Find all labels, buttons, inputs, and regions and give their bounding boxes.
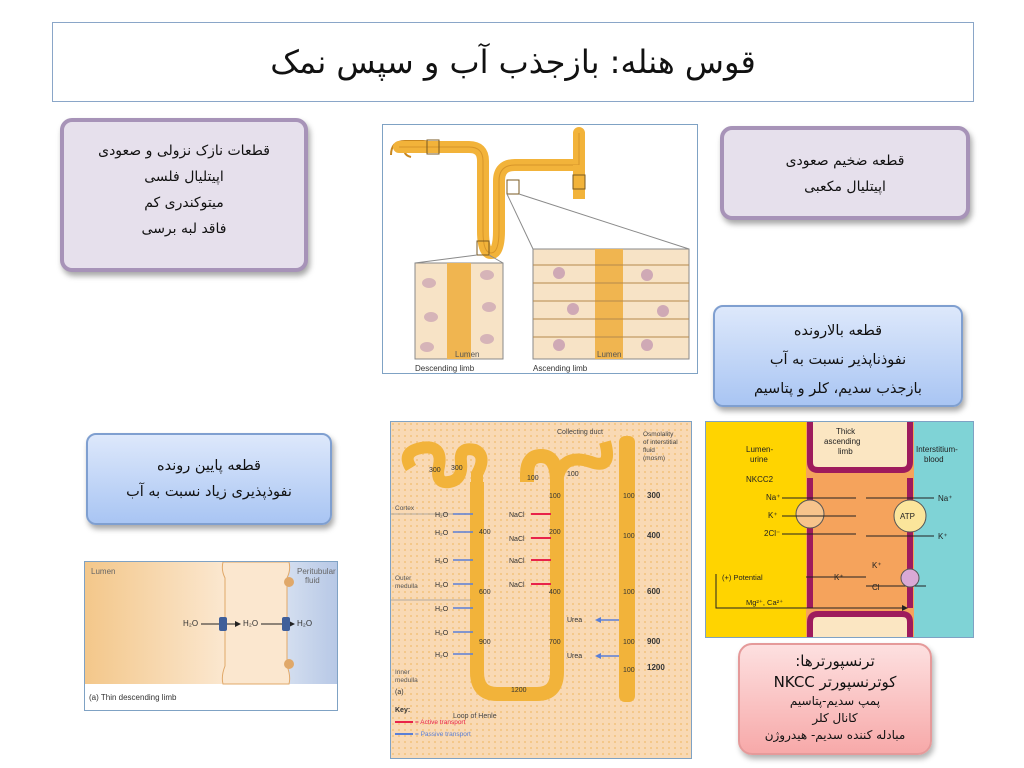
nacl-label: NaCl — [509, 582, 525, 589]
zone-inner-medulla: medulla — [395, 677, 418, 684]
thick-line-1: قطعه ضخیم صعودی — [785, 153, 905, 169]
num-asc-100: 100 — [549, 493, 561, 500]
tal-blood-2: blood — [924, 455, 944, 464]
na-out: Na⁺ — [938, 494, 953, 503]
title-box — [52, 22, 974, 102]
k-back: K⁺ — [834, 573, 844, 582]
tal-head-3: limb — [838, 447, 853, 456]
nacl-label: NaCl — [509, 558, 525, 565]
atp-label: ATP — [900, 512, 915, 521]
num-asc-400: 400 — [549, 589, 561, 596]
num-300b: 300 — [451, 465, 463, 472]
peritubular-1: Peritubular — [297, 567, 336, 576]
urea-2: Urea — [567, 653, 583, 660]
na-in: Na⁺ — [766, 493, 781, 502]
panel-letter: (a) — [395, 689, 404, 696]
num-300a: 300 — [429, 467, 441, 474]
peritubular-2: fluid — [305, 576, 320, 585]
h2o-1: H₂O — [183, 619, 199, 628]
h2o-label: H₂O — [435, 606, 449, 613]
tal-lumen-2: urine — [750, 455, 768, 464]
num-misc-1: 100 — [567, 471, 579, 478]
mg-label: Mg²⁺, Ca²⁺ — [746, 598, 784, 607]
aquaporin-1 — [219, 617, 227, 631]
thin-line-3: میتوکندری کم — [144, 195, 224, 211]
histology-svg — [383, 125, 697, 373]
nkcc-label: NKCC2 — [746, 475, 774, 484]
k-in: K⁺ — [768, 511, 778, 520]
osm-400: 400 — [647, 531, 661, 540]
potential-label: (+) Potential — [722, 573, 763, 582]
num-bottom-1200: 1200 — [511, 687, 527, 694]
thick-line-2: اپیتلیال مکعبی — [804, 179, 886, 195]
thin-desc-figure — [84, 561, 338, 711]
tal-lumen-1: Lumen- — [746, 445, 774, 454]
countercurrent-figure — [390, 421, 692, 759]
thick-segment-box — [720, 126, 970, 220]
key-passive: = Passive transport — [415, 731, 471, 738]
osm-header-4: (mosm) — [643, 455, 666, 462]
h2o-label: H₂O — [435, 652, 449, 659]
nacl-label: NaCl — [509, 512, 525, 519]
osm-header-2: of interstitial — [643, 439, 678, 446]
key-active: = Active transport — [415, 719, 466, 726]
key-title: Key: — [395, 707, 411, 714]
osm-1200: 1200 — [647, 663, 665, 672]
h2o-label: H₂O — [435, 558, 449, 565]
tal-blood-1: Interstitium- — [916, 445, 958, 454]
h2o-label: H₂O — [435, 512, 449, 519]
trans-line-3: پمپ سدیم-پتاسیم — [789, 694, 881, 708]
descending-caption: Descending limb — [415, 364, 475, 373]
collecting-duct — [619, 436, 635, 702]
thin-line-2: اپیتلیال فلسی — [144, 169, 224, 185]
desc-line-2: نفوذپذیری زیاد نسبت به آب — [126, 484, 292, 500]
k-out: K⁺ — [938, 532, 948, 541]
tal-head-1: Thick — [836, 427, 856, 436]
ascending-caption: Ascending limb — [533, 364, 588, 373]
thin-segments-box — [60, 118, 308, 272]
osm-header-3: fluid — [643, 447, 655, 454]
trans-line-4: کانال کلر — [812, 711, 858, 725]
countercurrent-svg — [391, 422, 691, 758]
cl-out: Cl⁻ — [872, 583, 884, 592]
tal-svg — [706, 422, 973, 637]
num-asc-700: 700 — [549, 639, 561, 646]
zone-inner: Inner — [395, 669, 410, 676]
num-asc-200: 200 — [549, 529, 561, 536]
zone-cortex: Cortex — [395, 505, 415, 512]
osm-header-1: Osmolality — [643, 431, 674, 438]
num-duct-3: 100 — [623, 589, 635, 596]
num-900: 900 — [479, 639, 491, 646]
tal-figure — [705, 421, 974, 638]
histology-figure — [382, 124, 698, 374]
num-duct-4: 100 — [623, 639, 635, 646]
transporters-box — [738, 643, 932, 755]
num-duct-2: 100 — [623, 533, 635, 540]
ascending-box — [713, 305, 963, 407]
num-misc-2: 100 — [527, 475, 539, 482]
trans-line-1: ترنسپورترها: — [795, 652, 875, 670]
tubule-path — [399, 133, 579, 253]
osm-600: 600 — [647, 587, 661, 596]
lumen-label: Lumen — [91, 567, 116, 576]
asc-line-1: قطعه بالارونده — [793, 323, 883, 339]
cl-in: 2Cl⁻ — [764, 529, 781, 538]
nacl-label: NaCl — [509, 536, 525, 543]
num-duct-5: 100 — [623, 667, 635, 674]
num-600: 600 — [479, 589, 491, 596]
tal-head-2: ascending — [824, 437, 861, 446]
num-400: 400 — [479, 529, 491, 536]
h2o-label: H₂O — [435, 630, 449, 637]
trans-line-5: مبادله کننده سدیم- هیدروژن — [764, 728, 906, 742]
thin-desc-svg — [85, 562, 337, 710]
urea-1: Urea — [567, 617, 583, 624]
loop-label: Loop of Henle — [453, 713, 497, 720]
h2o-label: H₂O — [435, 530, 449, 537]
lumen-left-label: Lumen — [455, 350, 480, 359]
k-channel: K⁺ — [872, 561, 882, 570]
h2o-2: H₂O — [243, 619, 259, 628]
zone-outer: Outer — [395, 575, 412, 582]
descending-box — [86, 433, 332, 525]
num-duct-1: 100 — [623, 493, 635, 500]
aquaporin-2 — [282, 617, 290, 631]
zone-outer-medulla: medulla — [395, 583, 418, 590]
asc-line-3: بازجذب سدیم، کلر و پتاسیم — [754, 381, 922, 397]
h2o-3: H₂O — [297, 619, 313, 628]
desc-line-1: قطعه پایین رونده — [157, 458, 261, 474]
h2o-label: H₂O — [435, 582, 449, 589]
asc-line-2: نفوذناپذیر نسبت به آب — [769, 352, 907, 368]
slide-title: قوس هنله: بازجذب آب و سپس نمک — [270, 43, 756, 81]
lumen-right-label: Lumen — [597, 350, 622, 359]
thin-line-4: فاقد لبه برسی — [141, 221, 227, 237]
thin-line-1: قطعات نازک نزولی و صعودی — [98, 143, 270, 159]
trans-line-2: کوترنسپورتر NKCC — [773, 673, 897, 691]
osm-300: 300 — [647, 491, 661, 500]
osm-900: 900 — [647, 637, 661, 646]
thin-desc-caption: (a) Thin descending limb — [89, 693, 177, 702]
collecting-duct-label: Collecting duct — [557, 429, 603, 436]
